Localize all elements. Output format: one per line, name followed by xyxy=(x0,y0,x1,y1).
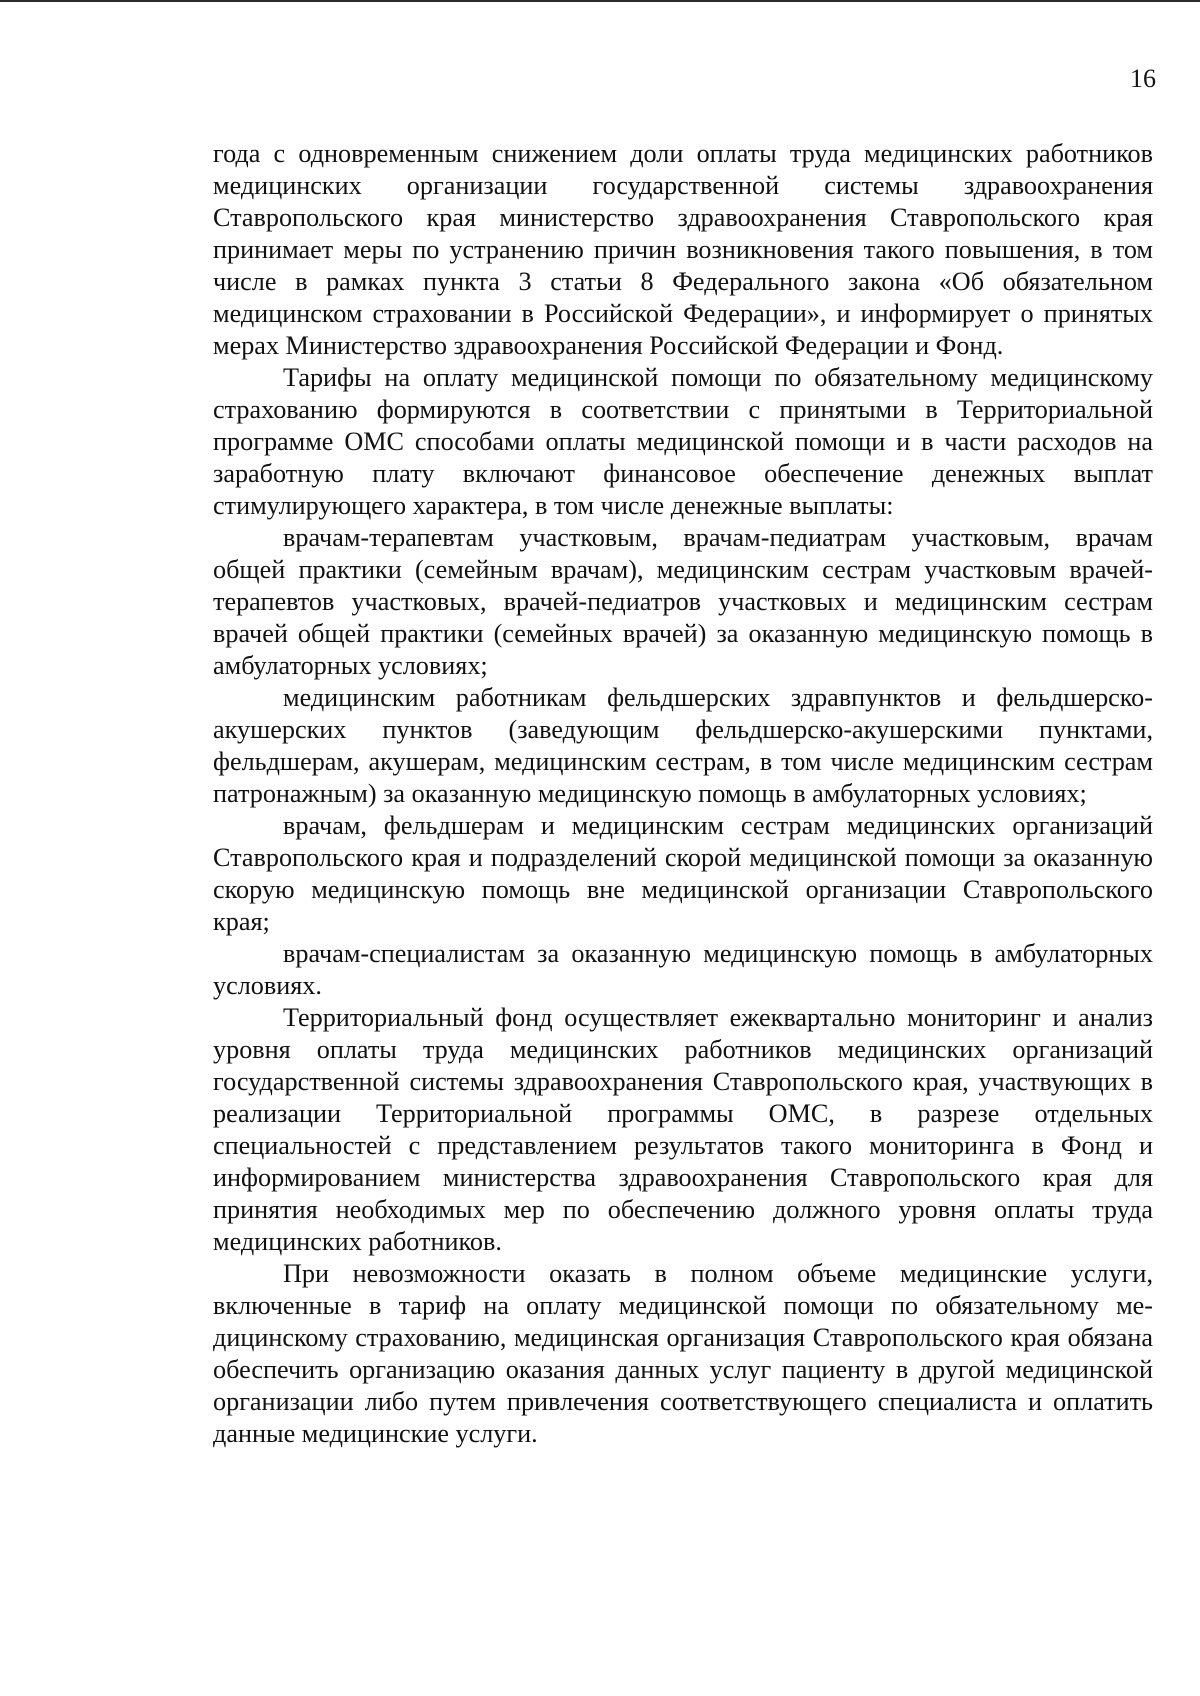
document-body xyxy=(213,138,1153,1450)
paragraph-service-provision: При невозможности оказать в полном объеме медицинские услуги, включенные в тариф на оплату медицинской помощи по обязательному медицинскому страхованию, медицинская организация Ставропольского края обязана обеспечить организацию оказания данных услуг пациенту в другой медицинской организации либо путем привлечения соответствующего специалиста и оплатить данные медицинские услуги. xyxy=(213,1259,1153,1448)
top-edge-line xyxy=(0,0,1200,2)
page-number: 16 xyxy=(1130,64,1156,93)
paragraph-monitoring: Территориальный фонд осуществляет ежеквартально мониторинг и анализ уровня оплаты труда медицинских работников медицинских организаций государственной системы здравоохранения Ставропольского края, участвующих в реализации Территориальной программы ОМС, в разрезе отдельных специальностей с представлением результатов такого мониторинга в Фонд и информированием министерства здравоохранения Ставропольского края для принятия необходимых мер по обеспечению должного уровня оплаты труда медицинских работников. xyxy=(213,1003,1153,1256)
paragraph-list-item-emergency-care: врачам, фельдшерам и медицинским сестрам медицинских организаций Ставропольского края и подразделений скорой медицинской помощи за оказанную скорую медицинскую помощь вне медицинской организации Ставропольского края; xyxy=(213,811,1153,936)
paragraph-list-item-district-doctors: врачам-терапевтам участковым, врачам-педиатрам участковым, врачам общей практики (семейным врачам), медицинским сестрам участковым врачей-терапевтов участковых, врачей-педиатров участковых и медицинским сестрам врачей общей практики (семейных врачей) за оказанную медицинскую помощь в амбулаторных условиях; xyxy=(213,523,1153,680)
paragraph-continuation: года с одновременным снижением доли оплаты труда медицинских работников медицинских организации государственной системы здравоохранения Ставропольского края министерство здравоохранения Ставропольского края принимает меры по устранению причин возникновения такого повышения, в том числе в рамках пункта 3 статьи 8 Федерального закона «Об обязательном медицинском страховании в Российской Федерации», и информирует о принятых мерах Министерство здравоохранения Российской Федерации и Фонд. xyxy=(213,139,1153,360)
paragraph-list-item-paramedic-stations: медицинским работникам фельдшерских здравпунктов и фельдшерско-акушерских пунктов (заведующим фельдшерско-акушерскими пунктами, фельдшерам, акушерам, медицинским сестрам, в том числе медицинским сестрам патронажным) за оказанную медицинскую помощь в амбулаторных условиях; xyxy=(213,683,1153,808)
paragraph-tariffs: Тарифы на оплату медицинской помощи по обязательному медицинскому страхованию формируются в соответствии с принятыми в Территориальной программе ОМС способами оплаты медицинской помощи и в части расходов на заработную плату включают финансовое обеспечение денежных выплат стимулирующего характера, в том числе денежные выплаты: xyxy=(213,363,1153,520)
paragraph-list-item-specialists: врачам-специалистам за оказанную медицинскую помощь в амбулаторных условиях. xyxy=(213,939,1153,1000)
